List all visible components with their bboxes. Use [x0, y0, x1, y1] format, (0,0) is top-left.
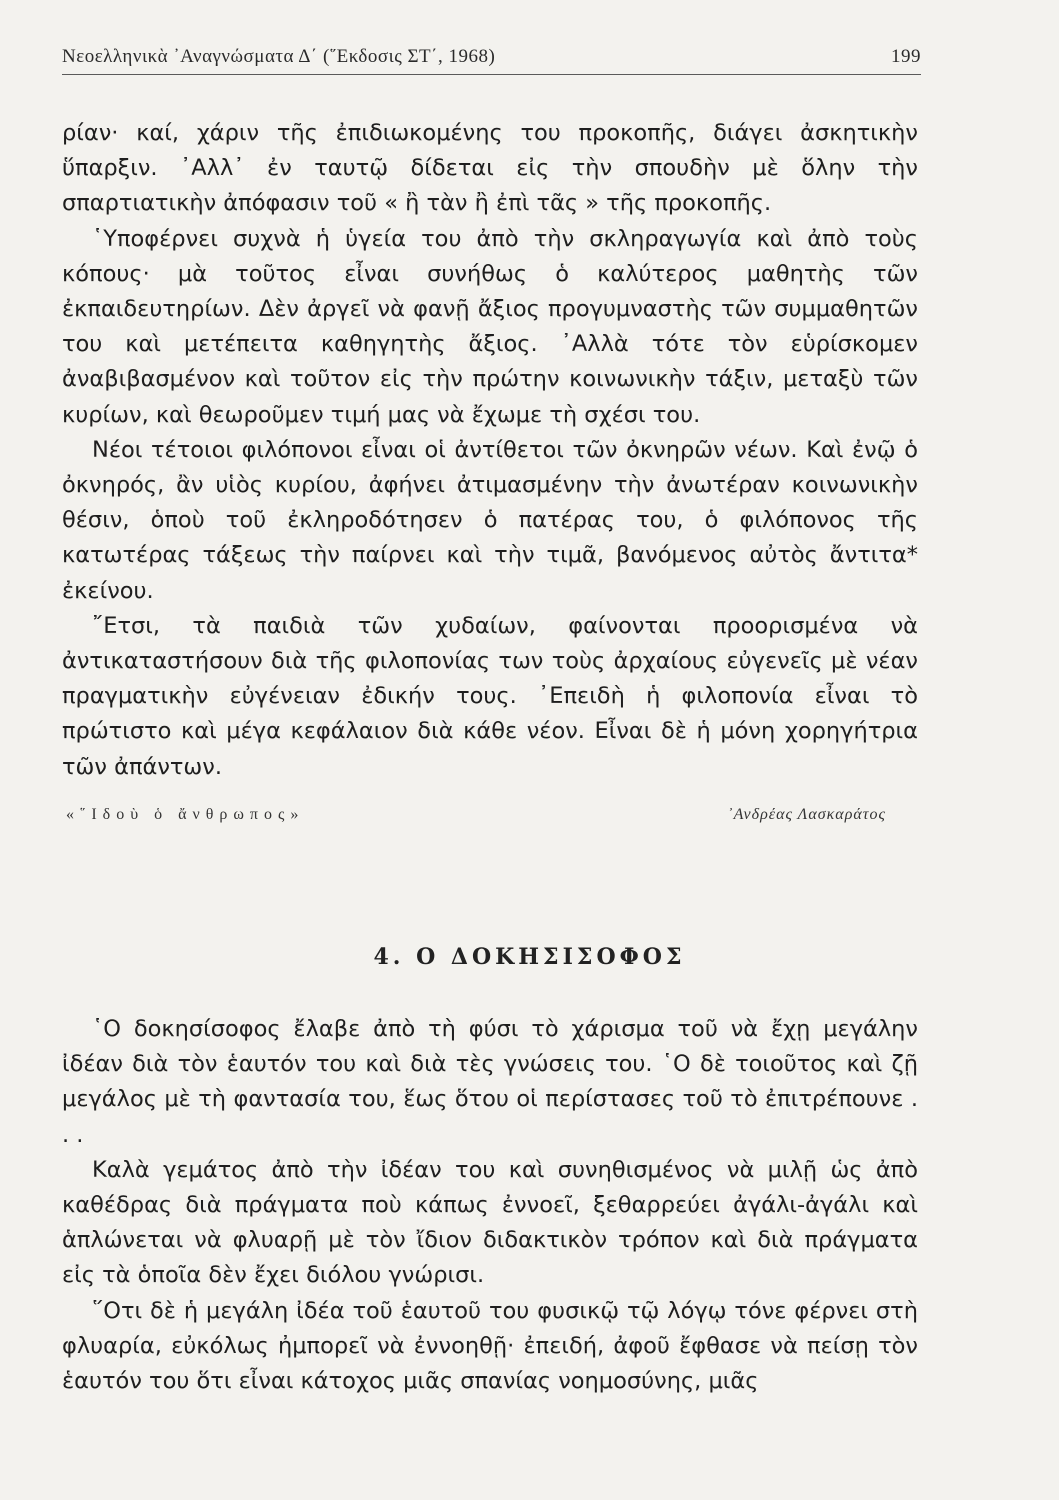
paragraph: ῞Οτι δὲ ἡ μεγάλη ἰδέα τοῦ ἑαυτοῦ του φυσικῷ τῷ λόγῳ τόνε φέρνει στὴ φλυαρία, εὐκόλως ἠμπορεῖ νὰ ἐννοηθῇ· ἐπειδή, ἀφοῦ ἔφθασε νὰ πείσῃ τὸν ἑαυτόν του ὅτι εἶναι κάτοχος μιᾶς σπανίας νοημοσύνης, μιᾶς: [62, 1297, 918, 1395]
running-head-title: Νεοελληνικὰ ᾿Αναγνώσματα Δ΄ (῞Εκδοσις ΣΤ΄, 1968): [62, 46, 496, 67]
paragraph: Νέοι τέτοιοι φιλόπονοι εἶναι οἱ ἀντίθετοι τῶν ὀκνηρῶν νέων. Καὶ ἐνῷ ὁ ὀκνηρός, ἂν υἱὸς κυρίου, ἀφήνει ἀτιμασμένην τὴν ἀνωτέραν κοινωνικὴν θέσιν, ὁποὺ τοῦ ἐκληροδότησεν ὁ πατέρας του, ὁ φιλόπονος τῆς κατωτέρας τάξεως τὴν παίρνει καὶ τὴν τιμᾶ, βανόμενος αὐτὸς ἄντιτα* ἐκείνου.: [62, 436, 918, 604]
paragraph: Καλὰ γεμάτος ἀπὸ τὴν ἰδέαν του καὶ συνηθισμένος νὰ μιλῇ ὡς ἀπὸ καθέδρας διὰ πράγματα ποὺ κάπως ἐννοεῖ, ξεθαρρεύει ἀγάλι-ἀγάλι καὶ ἁπλώνεται νὰ φλυαρῇ μὲ τὸν ἴδιον διδακτικὸν τρόπον καὶ διὰ πράγματα εἰς τὰ ὁποῖα δὲν ἔχει διόλου γνώρισι.: [62, 1156, 918, 1289]
paragraph: ῎Ετσι, τὰ παιδιὰ τῶν χυδαίων, φαίνονται προορισμένα νὰ ἀντικαταστήσουν διὰ τῆς φιλοπονίας των τοὺς ἀρχαίους εὐγενεῖς μὲ νέαν πραγματικὴν εὐγένειαν ἐδικήν τους. ᾿Επειδὴ ἡ φιλοπονία εἶναι τὸ πρώτιστο καὶ μέγα κεφάλαιον διὰ κάθε νέον. Εἶναι δὲ ἡ μόνη χορηγήτρια τῶν ἀπάντων.: [62, 612, 918, 780]
running-head: [62, 40, 921, 75]
page-number: 199: [891, 46, 921, 67]
passage-one: [62, 116, 918, 785]
attribution-author: ᾿Ανδρέας Λασκαράτος: [727, 806, 886, 823]
paragraph: ρίαν· καί, χάριν τῆς ἐπιδιωκομένης του προκοπῆς, διάγει ἀσκητικὴν ὕπαρξιν. ᾿Αλλ᾿ ἐν ταυτῷ δίδεται εἰς τὴν σπουδὴν μὲ ὅλην τὴν σπαρτιατικὴν ἀπόφασιν τοῦ « ἢ τὰν ἢ ἐπὶ τᾶς » τῆς προκοπῆς.: [62, 120, 918, 217]
paragraph: ῾Ο δοκησίσοφος ἔλαβε ἀπὸ τὴ φύσι τὸ χάρισμα τοῦ νὰ ἔχῃ μεγάλην ἰδέαν διὰ τὸν ἑαυτόν του καὶ διὰ τὲς γνώσεις του. ῾Ο δὲ τοιοῦτος καὶ ζῇ μεγάλος μὲ τὴ φαντασία του, ἕως ὅτου οἱ περίστασες τοῦ τὸ ἐπιτρέπουνε . . .: [62, 1016, 918, 1148]
passage-two: [62, 1012, 918, 1399]
paragraph: ῾Υποφέρνει συχνὰ ἡ ὑγεία του ἀπὸ τὴν σκληραγωγία καὶ ἀπὸ τοὺς κόπους· μὰ τοῦτος εἶναι συνήθως ὁ καλύτερος μαθητὴς τῶν ἐκπαιδευτηρίων. Δὲν ἀργεῖ νὰ φανῇ ἄξιος προγυμναστὴς τῶν συμμαθητῶν του καὶ μετέπειτα καθηγητὴς ἄξιος. ᾿Αλλὰ τότε τὸν εὑρίσκομεν ἀναβιβασμένον καὶ τοῦτον εἰς τὴν πρώτην κοινωνικὴν τάξιν, μεταξὺ τῶν κυρίων, καὶ θεωροῦμεν τιμή μας νὰ ἔχωμε τὴ σχέσι του.: [62, 225, 918, 428]
section-heading: 4. Ο ΔΟΚΗΣΙΣΟΦΟΣ: [373, 944, 686, 970]
attribution: [66, 806, 886, 832]
attribution-source: «῞Ιδοὺ ὁ ἄνθρωπος»: [66, 806, 305, 823]
